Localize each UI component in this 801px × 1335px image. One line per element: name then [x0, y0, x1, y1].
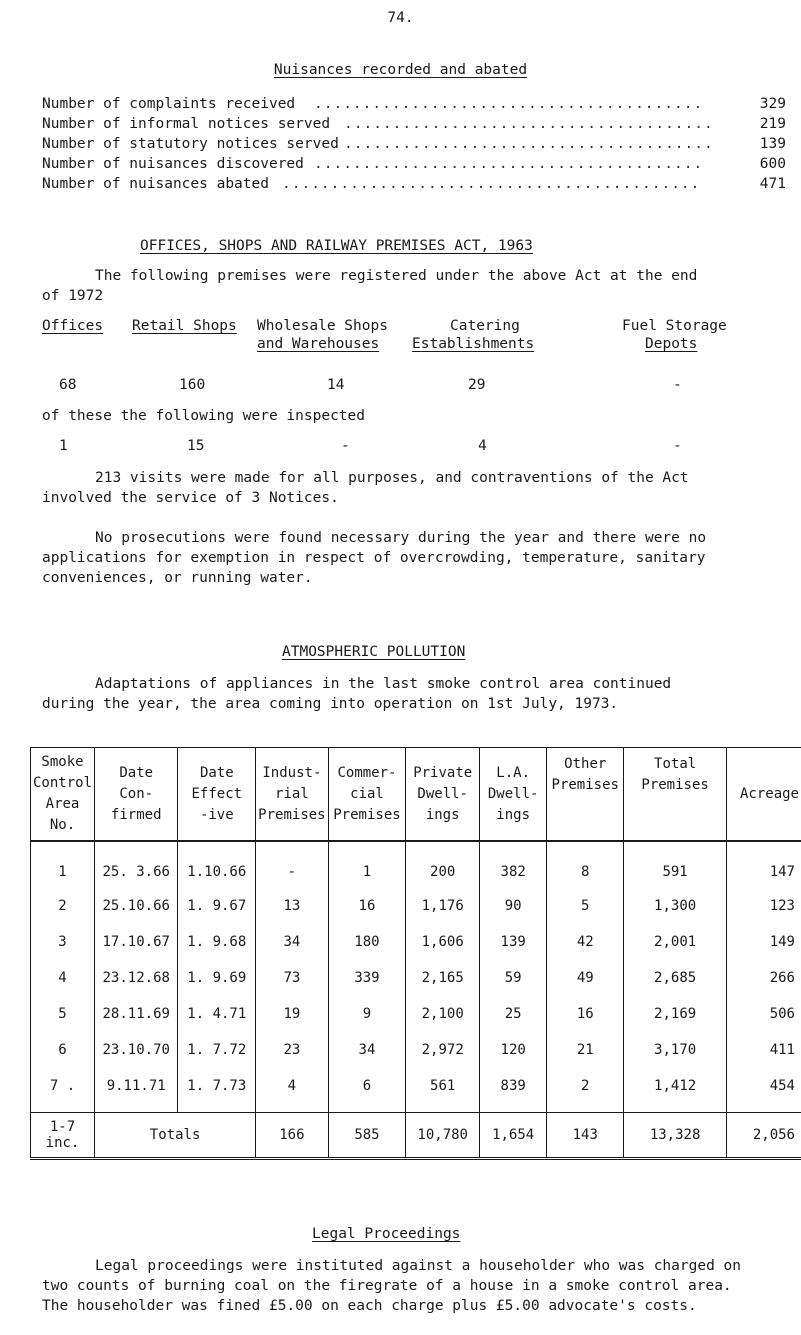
column-retail-shops: Retail Shops [132, 318, 237, 334]
legal-line2: two counts of burning coal on the firegrate of a house in a smoke control area. [42, 1278, 732, 1294]
header-total-premises: Total Premises [624, 748, 727, 842]
cell-commercial: 339 [328, 960, 406, 996]
cell-la-dwellings: 382 [480, 841, 547, 888]
column-fuel-line2: Depots [645, 336, 698, 352]
cell-other-premises: 16 [547, 996, 624, 1032]
nuisance-label: Number of informal notices served [42, 116, 331, 132]
cell-date-effective: 1. 7.72 [178, 1032, 256, 1068]
cell-la-dwellings: 90 [480, 888, 547, 924]
table-row [31, 996, 801, 1032]
cell-date-confirmed: 17.10.67 [95, 924, 178, 960]
legal-line3: The householder was fined £5.00 on each charge plus £5.00 advocate's costs. [42, 1298, 697, 1314]
cell-date-effective: 1. 9.68 [178, 924, 256, 960]
totals-area-label: 1-7 inc. [31, 1113, 95, 1159]
header-industrial: Indust- rial Premises [256, 748, 328, 842]
prosecution-line2: applications for exemption in respect of overcrowding, temperature, sanitary [42, 550, 706, 566]
cell-acreage: 149 [727, 924, 801, 960]
column-catering: Catering [450, 318, 520, 334]
visits-line1: 213 visits were made for all purposes, and contraventions of the Act [95, 470, 689, 486]
registered-fuel: - [673, 377, 682, 393]
inspected-fuel: - [673, 438, 682, 454]
registered-offices: 68 [59, 377, 77, 393]
cell-date-confirmed: 23.10.70 [95, 1032, 178, 1068]
column-fuel-storage: Fuel Storage [622, 318, 727, 334]
cell-acreage: 506 [727, 996, 801, 1032]
cell-other-premises: 21 [547, 1032, 624, 1068]
offices-act-heading: OFFICES, SHOPS AND RAILWAY PREMISES ACT, 1963 [140, 238, 533, 254]
cell-total-premises: 2,169 [624, 996, 727, 1032]
cell-date-confirmed: 28.11.69 [95, 996, 178, 1032]
cell-la-dwellings: 839 [480, 1068, 547, 1113]
page-number: 74. [387, 10, 414, 26]
cell-acreage: 123 [727, 888, 801, 924]
cell-other-premises: 49 [547, 960, 624, 996]
cell-la-dwellings: 139 [480, 924, 547, 960]
cell-private-dwellings: 2,100 [406, 996, 480, 1032]
cell-la-dwellings: 25 [480, 996, 547, 1032]
registered-wholesale: 14 [327, 377, 345, 393]
dot-leader: ...................................... [344, 136, 714, 152]
prosecution-line3: conveniences, or running water. [42, 570, 313, 586]
cell-la-dwellings: 120 [480, 1032, 547, 1068]
cell-area-no: 4 [31, 960, 95, 996]
atmospheric-heading: ATMOSPHERIC POLLUTION [282, 644, 466, 660]
total-other-premises: 143 [547, 1113, 624, 1159]
legal-line1: Legal proceedings were instituted against a householder who was charged on [95, 1258, 742, 1274]
cell-commercial: 1 [328, 841, 406, 888]
cell-area-no: 6 [31, 1032, 95, 1068]
cell-date-effective: 1. 7.73 [178, 1068, 256, 1113]
cell-total-premises: 3,170 [624, 1032, 727, 1068]
cell-acreage: 454 [727, 1068, 801, 1113]
cell-total-premises: 1,300 [624, 888, 727, 924]
cell-private-dwellings: 2,972 [406, 1032, 480, 1068]
cell-area-no: 3 [31, 924, 95, 960]
column-offices: Offices [42, 318, 104, 334]
header-date-effective: Date Effect -ive [178, 748, 256, 842]
nuisance-label: Number of statutory notices served [42, 136, 339, 152]
total-industrial: 166 [256, 1113, 328, 1159]
cell-total-premises: 2,685 [624, 960, 727, 996]
nuisance-value: 139 [759, 136, 786, 152]
cell-commercial: 16 [328, 888, 406, 924]
cell-other-premises: 42 [547, 924, 624, 960]
nuisance-label: Number of complaints received [42, 96, 296, 112]
nuisance-value: 219 [759, 116, 786, 132]
visits-line2: involved the service of 3 Notices. [42, 490, 339, 506]
prosecution-line1: No prosecutions were found necessary during the year and there were no [95, 530, 707, 546]
cell-industrial: 34 [256, 924, 328, 960]
cell-acreage: 147 [727, 841, 801, 888]
cell-commercial: 9 [328, 996, 406, 1032]
inspected-offices: 1 [59, 438, 68, 454]
cell-date-effective: 1. 9.67 [178, 888, 256, 924]
total-commercial: 585 [328, 1113, 406, 1159]
cell-industrial: 13 [256, 888, 328, 924]
cell-area-no: 5 [31, 996, 95, 1032]
cell-industrial: - [256, 841, 328, 888]
cell-acreage: 266 [727, 960, 801, 996]
total-acreage: 2,056 [727, 1113, 801, 1159]
nuisance-value: 600 [759, 156, 786, 172]
cell-other-premises: 2 [547, 1068, 624, 1113]
cell-commercial: 180 [328, 924, 406, 960]
column-wholesale-shops: Wholesale Shops [257, 318, 388, 334]
atmospheric-line2: during the year, the area coming into operation on 1st July, 1973. [42, 696, 619, 712]
cell-industrial: 23 [256, 1032, 328, 1068]
nuisances-heading: Nuisances recorded and abated [273, 62, 528, 78]
cell-area-no: 2 [31, 888, 95, 924]
smoke-control-table [30, 747, 801, 1160]
header-other-premises: Other Premises [547, 748, 624, 842]
cell-private-dwellings: 2,165 [406, 960, 480, 996]
total-total-premises: 13,328 [624, 1113, 727, 1159]
cell-area-no: 1 [31, 841, 95, 888]
cell-date-effective: 1. 9.69 [178, 960, 256, 996]
cell-commercial: 6 [328, 1068, 406, 1113]
cell-area-no: 7 . [31, 1068, 95, 1113]
total-la-dwellings: 1,654 [480, 1113, 547, 1159]
inspected-wholesale: - [341, 438, 350, 454]
dot-leader: ...................................... [344, 116, 714, 132]
cell-date-confirmed: 9.11.71 [95, 1068, 178, 1113]
dot-leader: ........................................ [314, 96, 704, 112]
legal-heading: Legal Proceedings [312, 1226, 461, 1242]
header-private-dwellings: Private Dwell- ings [406, 748, 480, 842]
cell-private-dwellings: 200 [406, 841, 480, 888]
inspected-label: of these the following were inspected [42, 408, 366, 424]
table-row [31, 924, 801, 960]
offices-intro-line2: of 1972 [42, 288, 104, 304]
total-private-dwellings: 10,780 [406, 1113, 480, 1159]
inspected-catering: 4 [478, 438, 487, 454]
header-date-confirmed: Date Con- firmed [95, 748, 178, 842]
totals-row [31, 1113, 801, 1159]
totals-label: Totals [95, 1113, 256, 1159]
cell-private-dwellings: 1,176 [406, 888, 480, 924]
nuisance-label: Number of nuisances abated [42, 176, 269, 192]
cell-total-premises: 2,001 [624, 924, 727, 960]
nuisance-value: 471 [759, 176, 786, 192]
nuisance-value: 329 [759, 96, 786, 112]
inspected-retail: 15 [187, 438, 205, 454]
registered-catering: 29 [468, 377, 486, 393]
table-header-row [31, 748, 801, 842]
cell-commercial: 34 [328, 1032, 406, 1068]
header-area-no: Smoke Control Area No. [31, 748, 95, 842]
header-la-dwellings: L.A. Dwell- ings [480, 748, 547, 842]
cell-date-confirmed: 23.12.68 [95, 960, 178, 996]
offices-intro-line1: The following premises were registered under the above Act at the end [95, 268, 698, 284]
cell-industrial: 19 [256, 996, 328, 1032]
cell-other-premises: 5 [547, 888, 624, 924]
cell-date-effective: 1. 4.71 [178, 996, 256, 1032]
header-commercial: Commer- cial Premises [328, 748, 406, 842]
table-row [31, 888, 801, 924]
cell-private-dwellings: 561 [406, 1068, 480, 1113]
cell-total-premises: 591 [624, 841, 727, 888]
cell-date-confirmed: 25.10.66 [95, 888, 178, 924]
registered-retail: 160 [179, 377, 206, 393]
cell-date-effective: 1.10.66 [178, 841, 256, 888]
column-catering-line2: Establishments [412, 336, 535, 352]
dot-leader: ........................................... [282, 176, 701, 192]
column-wholesale-line2: and Warehouses [257, 336, 380, 352]
table-row [31, 960, 801, 996]
cell-industrial: 4 [256, 1068, 328, 1113]
cell-la-dwellings: 59 [480, 960, 547, 996]
cell-acreage: 411 [727, 1032, 801, 1068]
table-row [31, 1068, 801, 1113]
cell-private-dwellings: 1,606 [406, 924, 480, 960]
table-row [31, 841, 801, 888]
cell-total-premises: 1,412 [624, 1068, 727, 1113]
cell-date-confirmed: 25. 3.66 [95, 841, 178, 888]
dot-leader: ........................................ [314, 156, 704, 172]
header-acreage: Acreage [727, 748, 801, 842]
cell-other-premises: 8 [547, 841, 624, 888]
nuisance-label: Number of nuisances discovered [42, 156, 304, 172]
cell-industrial: 73 [256, 960, 328, 996]
table-row [31, 1032, 801, 1068]
atmospheric-line1: Adaptations of appliances in the last smoke control area continued [95, 676, 672, 692]
